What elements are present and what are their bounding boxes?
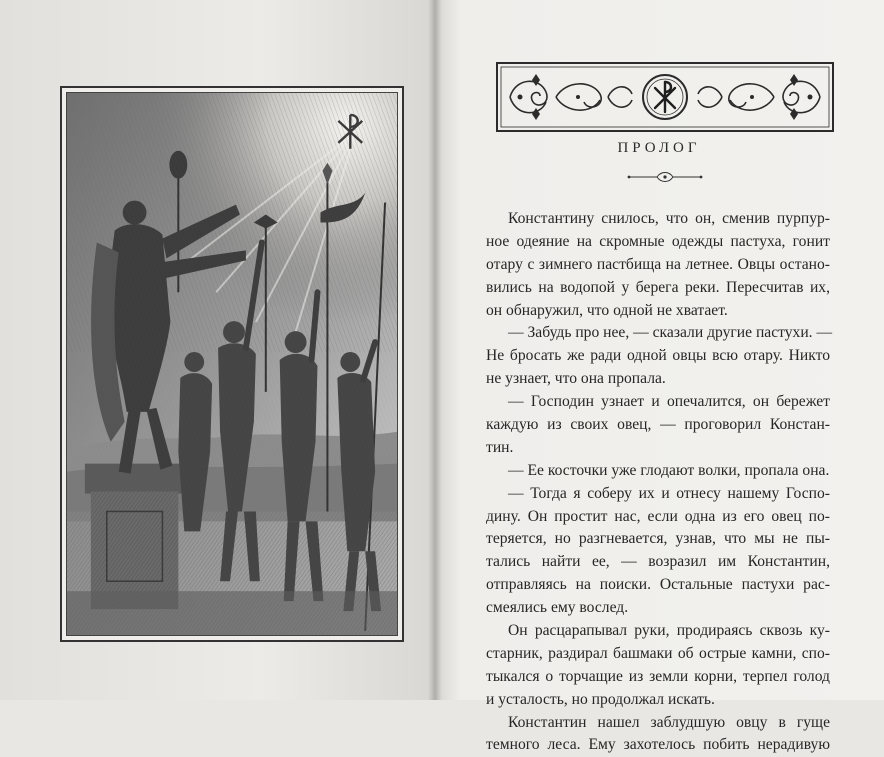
text-line: старник, раздирал башмаки об острые камни, спо-: [486, 644, 830, 662]
headpiece-ornament: [496, 62, 834, 132]
text-line: Константину снилось, что он, сменив пурпур-: [508, 210, 830, 227]
text-line: Не бросать же ради одной овцы всю отару. Никто: [486, 347, 830, 365]
text-line: — Господин узнает и опечалится, он бережет: [508, 393, 830, 411]
text-line: тин.: [486, 438, 514, 456]
text-line: отправляясь на поиски. Остальные пастухи рас-: [486, 576, 830, 594]
chapter-title: ПРОЛОГ: [617, 140, 701, 156]
engraving-constantine-vision-icon: [66, 92, 398, 636]
body-text: [486, 208, 833, 757]
chi-rho-icon: [643, 75, 687, 119]
text-line: — Тогда я соберу их и отнесу нашему Госпо-: [508, 484, 830, 502]
left-page: [0, 0, 434, 700]
text-line: смеялись ему вослед.: [486, 599, 629, 617]
text-line: темного леса. Ему захотелось побить нерадивую: [486, 736, 830, 754]
text-line: тались найти ее, — возразил им Константин,: [486, 553, 830, 571]
text-line: ное одеяние на скромные одежды пастуха, гонит: [486, 232, 830, 250]
text-line: Он расцарапывал руки, продираясь сквозь ку-: [508, 622, 830, 640]
title-flourish: [625, 170, 705, 184]
text-line: — Забудь про нее, — сказали другие пастухи. —: [508, 324, 833, 342]
text-line: Константин нашел заблудшую овцу в гуще: [508, 713, 830, 731]
text-line: и усталость, но продолжал искать.: [486, 690, 715, 708]
text-line: каждую из своих овец, — проговорил Констан-: [486, 416, 830, 434]
illustration-frame: [60, 86, 404, 642]
book-gutter: [428, 0, 442, 700]
text-line: дину. Он простит нас, если одна из его овец по-: [486, 507, 830, 525]
text-line: не узнает, что она пропала.: [486, 370, 666, 388]
text-line: теряется, но разгневается, узнав, что мы не пы-: [486, 530, 830, 548]
text-line: вились на водопой у берега реки. Пересчитав их,: [486, 278, 830, 296]
text-line: он обнаружил, что одной не хватает.: [486, 301, 728, 319]
text-line: тыкался о торчащие из земли корни, терпел голод: [486, 667, 830, 685]
text-line: — Ее косточки уже глодают волки, пропала она.: [508, 461, 830, 479]
text-line: отару с зимнего пастбища на летнее. Овцы остано-: [486, 255, 830, 273]
